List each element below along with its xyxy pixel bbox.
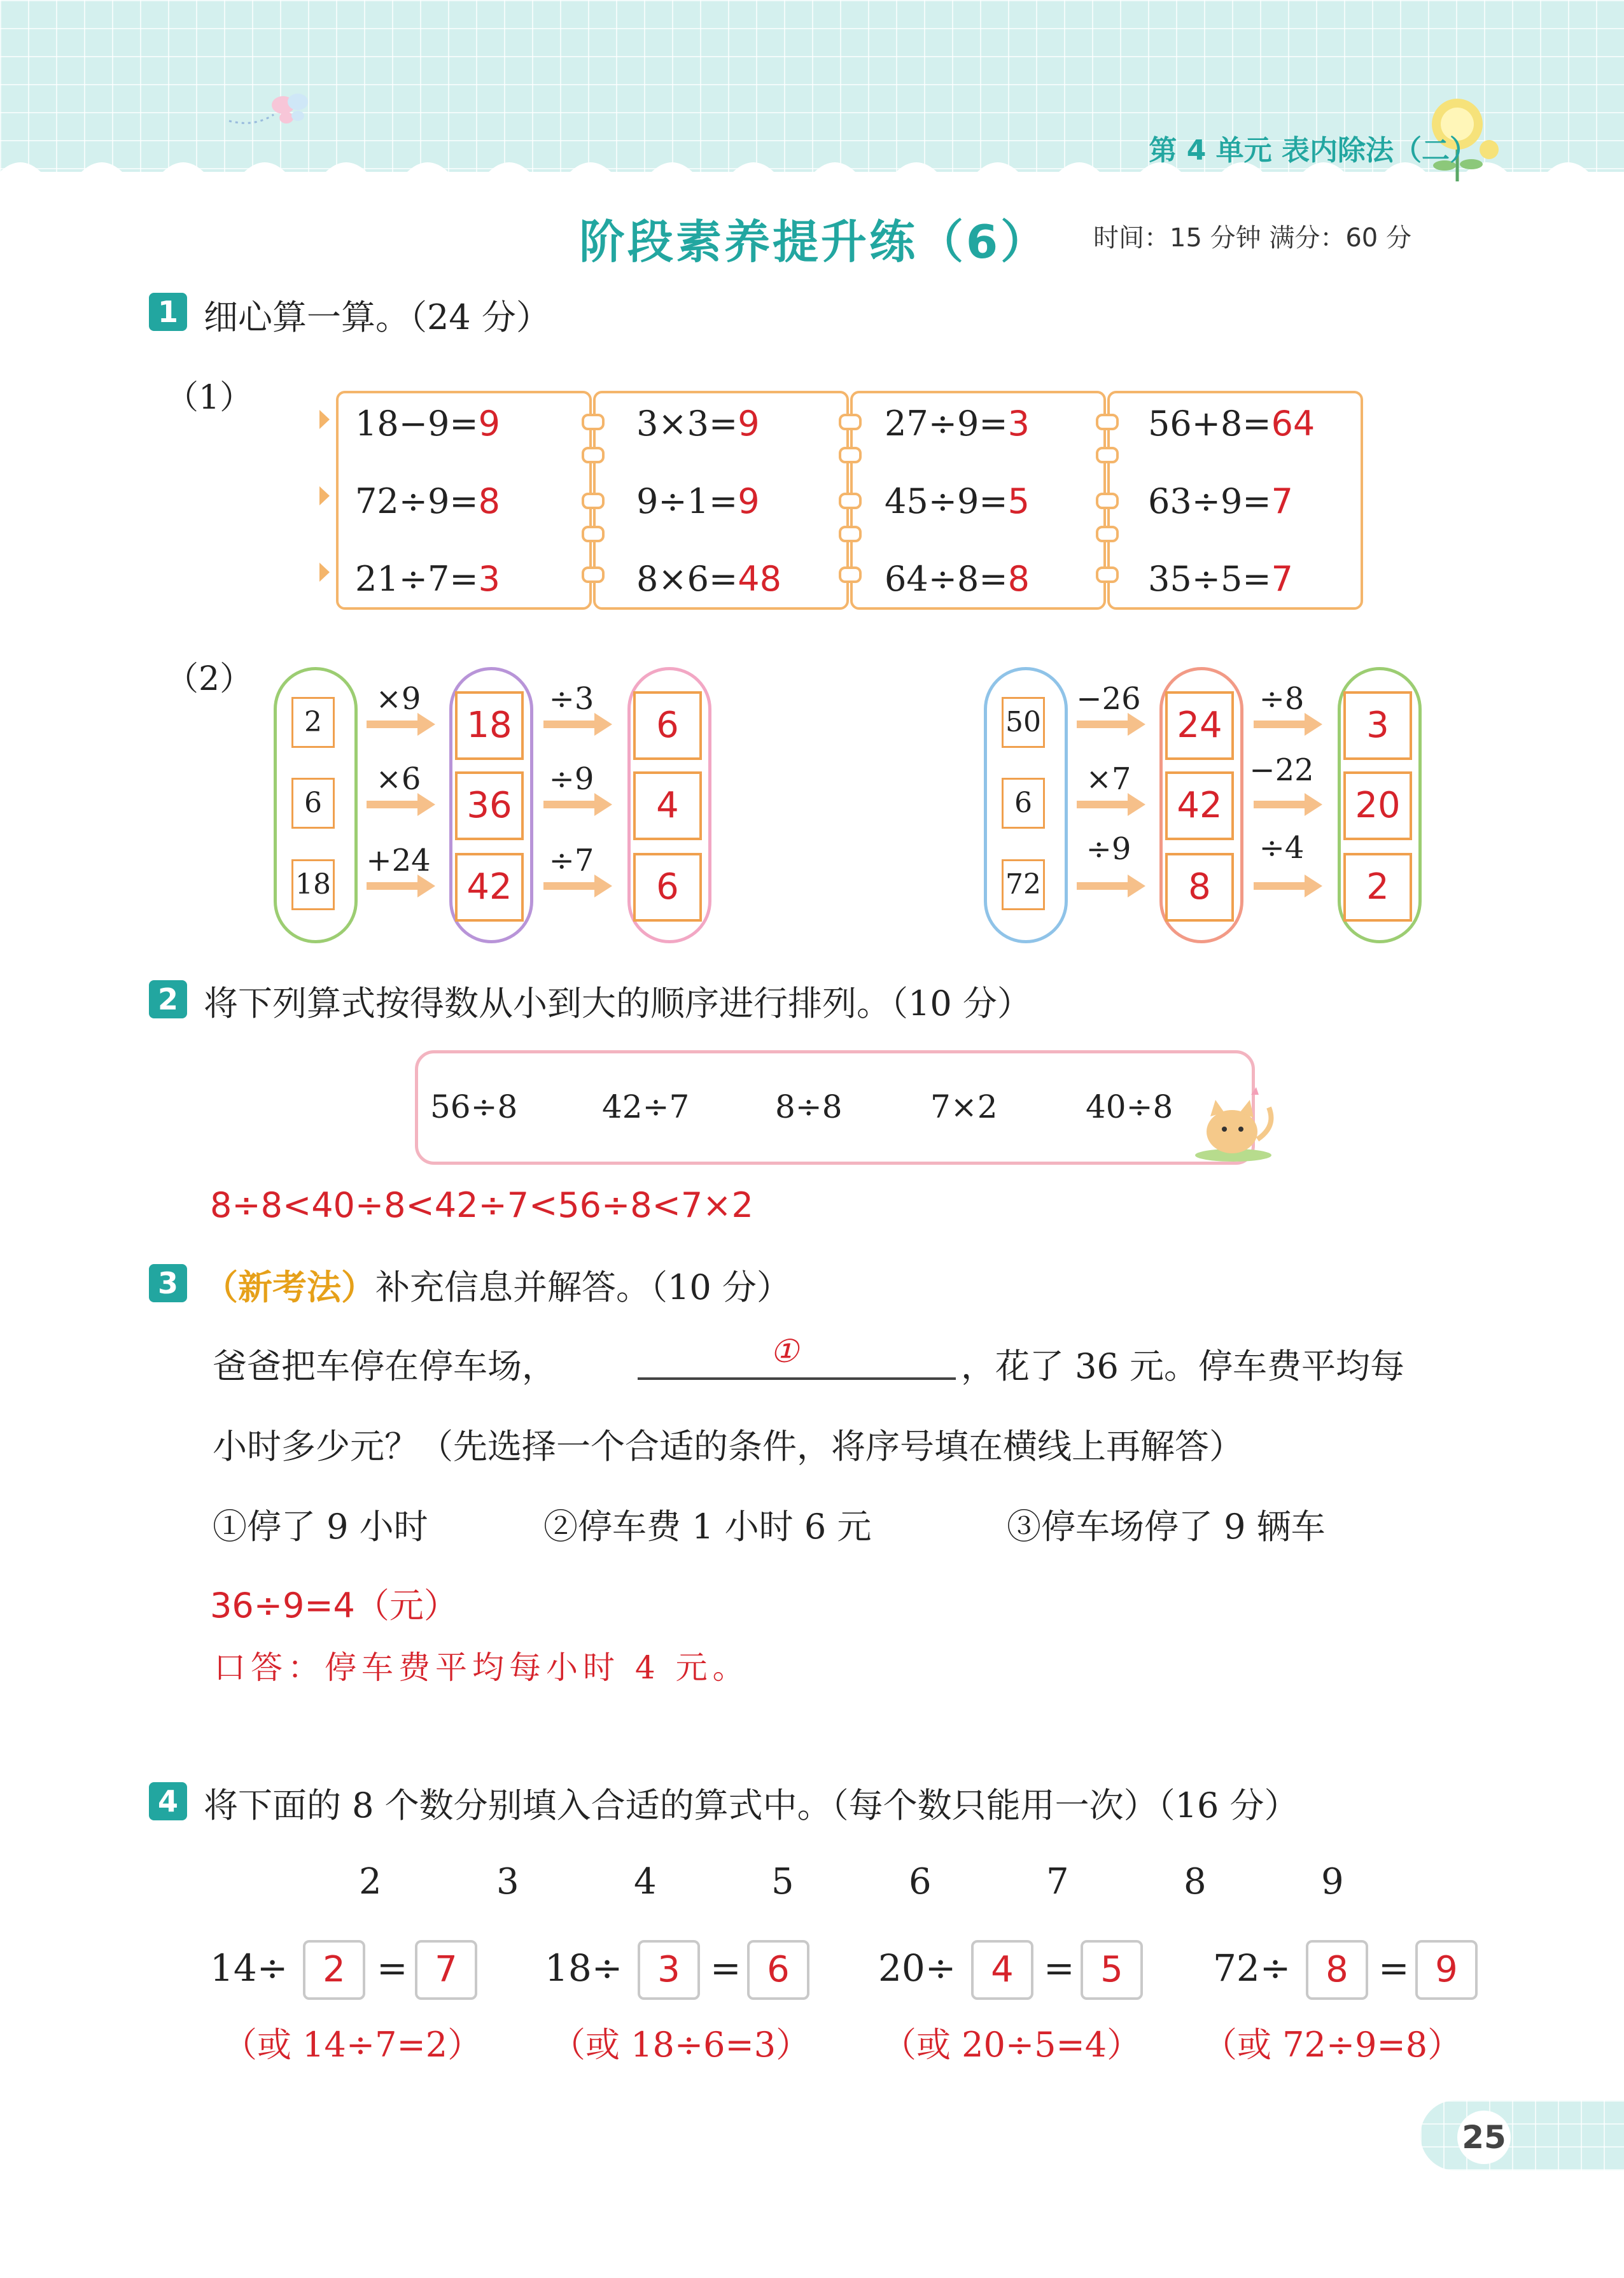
binder-ring bbox=[582, 526, 605, 542]
question-1-text: 细心算一算。（24 分） bbox=[204, 297, 550, 337]
unit-label: 第 4 单元 表内除法（二） bbox=[1149, 134, 1478, 167]
start-number: 18 bbox=[291, 859, 335, 910]
equals-sign: = bbox=[377, 1946, 408, 1990]
question-3-text bbox=[204, 1260, 791, 1309]
alternative-answer: （或 18÷6=3） bbox=[551, 2025, 811, 2065]
arrow-icon bbox=[367, 873, 437, 899]
binder-ring bbox=[839, 493, 862, 509]
end-answer: 20 bbox=[1343, 771, 1412, 840]
fill-box: 4 bbox=[971, 1940, 1033, 2000]
page-title: 阶段素养提升练（6） bbox=[579, 215, 1049, 269]
binder-ring bbox=[582, 566, 605, 583]
binder-ring bbox=[582, 414, 605, 430]
operation-label: ÷7 bbox=[549, 843, 594, 878]
operation-label: ÷9 bbox=[549, 761, 594, 797]
chain-left bbox=[274, 667, 719, 945]
operation-label: ÷9 bbox=[1086, 831, 1131, 867]
binder-ring bbox=[839, 526, 862, 542]
arrow-icon bbox=[1077, 873, 1147, 899]
notebook-equations bbox=[336, 391, 1367, 610]
arrow-icon bbox=[1077, 712, 1147, 737]
binder-ring bbox=[1096, 526, 1119, 542]
start-number: 2 bbox=[291, 697, 335, 748]
expression: 42÷7 bbox=[602, 1088, 690, 1125]
end-answer: 6 bbox=[633, 853, 702, 922]
middle-answer: 24 bbox=[1165, 691, 1234, 760]
time-info: 时间：15 分钟 满分：60 分 bbox=[1093, 223, 1411, 253]
end-answer: 6 bbox=[633, 691, 702, 760]
q3-answer-statement: 口答：停车费平均每小时 4 元。 bbox=[214, 1649, 750, 1686]
operation-label: −26 bbox=[1076, 681, 1141, 717]
number-item: 3 bbox=[496, 1861, 519, 1902]
part-2-label: （2） bbox=[165, 660, 253, 698]
blank-answer: ① bbox=[770, 1333, 799, 1370]
arrow-icon bbox=[543, 873, 613, 899]
binder-ring bbox=[582, 447, 605, 463]
question-number-2: 2 bbox=[149, 980, 187, 1018]
equation: 35÷5=7 bbox=[1148, 559, 1293, 599]
problem-line-1-a: 爸爸把车停在停车场， bbox=[213, 1346, 556, 1386]
equation: 45÷9=5 bbox=[885, 481, 1030, 521]
chain-right bbox=[984, 667, 1429, 945]
equation: 21÷7=3 bbox=[355, 559, 500, 599]
equation: 3×3=9 bbox=[636, 404, 760, 444]
alternative-answer: （或 20÷5=4） bbox=[882, 2025, 1142, 2065]
part-1-label: （1） bbox=[165, 379, 253, 417]
binder-ring bbox=[839, 566, 862, 583]
operation-label: +24 bbox=[366, 843, 431, 878]
equals-sign: = bbox=[1378, 1946, 1410, 1990]
arrow-icon bbox=[1254, 873, 1324, 899]
middle-answer: 36 bbox=[455, 771, 524, 840]
operation-label: ÷3 bbox=[549, 681, 594, 717]
operation-label: ×6 bbox=[375, 761, 421, 797]
equation: 18−9=9 bbox=[355, 404, 500, 444]
fill-box: 2 bbox=[303, 1940, 365, 2000]
q2-answer: 8÷8<40÷8<42÷7<56÷8<7×2 bbox=[210, 1185, 753, 1225]
middle-answer: 42 bbox=[455, 853, 524, 922]
problem-line-2: 小时多少元？（先选择一个合适的条件，将序号填在横线上再解答） bbox=[213, 1426, 1243, 1466]
question-2-text: 将下列算式按得数从小到大的顺序进行排列。（10 分） bbox=[204, 983, 1032, 1023]
equation: 72÷9=8 bbox=[355, 481, 500, 521]
question-number-1: 1 bbox=[149, 293, 187, 331]
division-prefix: 72÷ bbox=[1213, 1946, 1291, 1990]
division-prefix: 14÷ bbox=[210, 1946, 288, 1990]
equation: 9÷1=9 bbox=[636, 481, 760, 521]
start-number: 6 bbox=[1002, 778, 1045, 829]
binder-ring bbox=[1096, 414, 1119, 430]
operation-label: ÷8 bbox=[1259, 681, 1305, 717]
equation: 64÷8=8 bbox=[885, 559, 1030, 599]
arrow-icon bbox=[1254, 712, 1324, 737]
arrow-icon bbox=[367, 712, 437, 737]
start-number: 50 bbox=[1002, 697, 1045, 748]
arrow-icon bbox=[1254, 792, 1324, 817]
alternative-answer: （或 72÷9=8） bbox=[1203, 2025, 1462, 2065]
expression: 7×2 bbox=[930, 1088, 998, 1125]
operation-label: ÷4 bbox=[1259, 830, 1305, 866]
fill-box: 7 bbox=[415, 1940, 477, 2000]
fill-box: 6 bbox=[747, 1940, 809, 2000]
number-item: 2 bbox=[359, 1861, 382, 1902]
equation: 56+8=64 bbox=[1148, 404, 1315, 444]
middle-answer: 18 bbox=[455, 691, 524, 760]
problem-line-1-b: ，花了 36 元。停车费平均每 bbox=[961, 1346, 1405, 1386]
answer-blank-line bbox=[638, 1377, 956, 1380]
binder-ring bbox=[1096, 493, 1119, 509]
fill-box: 9 bbox=[1415, 1940, 1478, 2000]
middle-answer: 8 bbox=[1165, 853, 1234, 922]
middle-answer: 42 bbox=[1165, 771, 1234, 840]
operation-label: ×7 bbox=[1086, 761, 1131, 797]
question-number-4: 4 bbox=[149, 1782, 187, 1820]
butterfly-icon bbox=[223, 83, 318, 134]
notebook-tabs bbox=[318, 391, 332, 607]
option-3: ③停车场停了 9 辆车 bbox=[1007, 1507, 1326, 1547]
equals-sign: = bbox=[710, 1946, 741, 1990]
number-item: 4 bbox=[634, 1861, 657, 1902]
page-number-band bbox=[1420, 2100, 1624, 2170]
arrow-icon bbox=[1077, 792, 1147, 817]
number-item: 6 bbox=[909, 1861, 932, 1902]
end-answer: 3 bbox=[1343, 691, 1412, 760]
division-prefix: 20÷ bbox=[878, 1946, 956, 1990]
cat-icon bbox=[1187, 1082, 1283, 1165]
page-number: 25 bbox=[1457, 2111, 1511, 2164]
number-item: 7 bbox=[1046, 1861, 1069, 1902]
expression: 56÷8 bbox=[430, 1088, 518, 1125]
alternative-answer: （或 14÷7=2） bbox=[223, 2025, 482, 2065]
number-item: 8 bbox=[1184, 1861, 1207, 1902]
operation-label: −22 bbox=[1249, 752, 1314, 788]
equation: 8×6=48 bbox=[636, 559, 781, 599]
fill-box: 8 bbox=[1306, 1940, 1368, 2000]
question-4-text: 将下面的 8 个数分别填入合适的算式中。（每个数只能用一次）（16 分） bbox=[204, 1785, 1299, 1825]
arrow-icon bbox=[543, 792, 613, 817]
question-number-3: 3 bbox=[149, 1264, 187, 1302]
arrow-icon bbox=[367, 792, 437, 817]
start-number: 72 bbox=[1002, 859, 1045, 910]
binder-ring bbox=[1096, 566, 1119, 583]
end-answer: 4 bbox=[633, 771, 702, 840]
expression: 8÷8 bbox=[775, 1088, 843, 1125]
equation: 63÷9=7 bbox=[1148, 481, 1293, 521]
equals-sign: = bbox=[1044, 1946, 1075, 1990]
q3-answer-equation: 36÷9=4（元） bbox=[210, 1585, 458, 1626]
binder-ring bbox=[1096, 447, 1119, 463]
fill-box: 5 bbox=[1081, 1940, 1143, 2000]
question-3-body: 补充信息并解答。（10 分） bbox=[375, 1267, 791, 1307]
arrow-icon bbox=[543, 712, 613, 737]
option-2: ②停车费 1 小时 6 元 bbox=[543, 1507, 872, 1547]
number-item: 5 bbox=[771, 1861, 794, 1902]
end-answer: 2 bbox=[1343, 853, 1412, 922]
binder-ring bbox=[582, 493, 605, 509]
new-method-tag: （新考法） bbox=[204, 1267, 375, 1307]
division-prefix: 18÷ bbox=[545, 1946, 623, 1990]
operation-label: ×9 bbox=[375, 681, 421, 717]
option-1: ①停了 9 小时 bbox=[213, 1507, 428, 1547]
binder-ring bbox=[839, 447, 862, 463]
binder-ring bbox=[839, 414, 862, 430]
start-number: 6 bbox=[291, 778, 335, 829]
expression: 40÷8 bbox=[1086, 1088, 1173, 1125]
fill-box: 3 bbox=[638, 1940, 700, 2000]
number-item: 9 bbox=[1321, 1861, 1344, 1902]
equation: 27÷9=3 bbox=[885, 404, 1030, 444]
